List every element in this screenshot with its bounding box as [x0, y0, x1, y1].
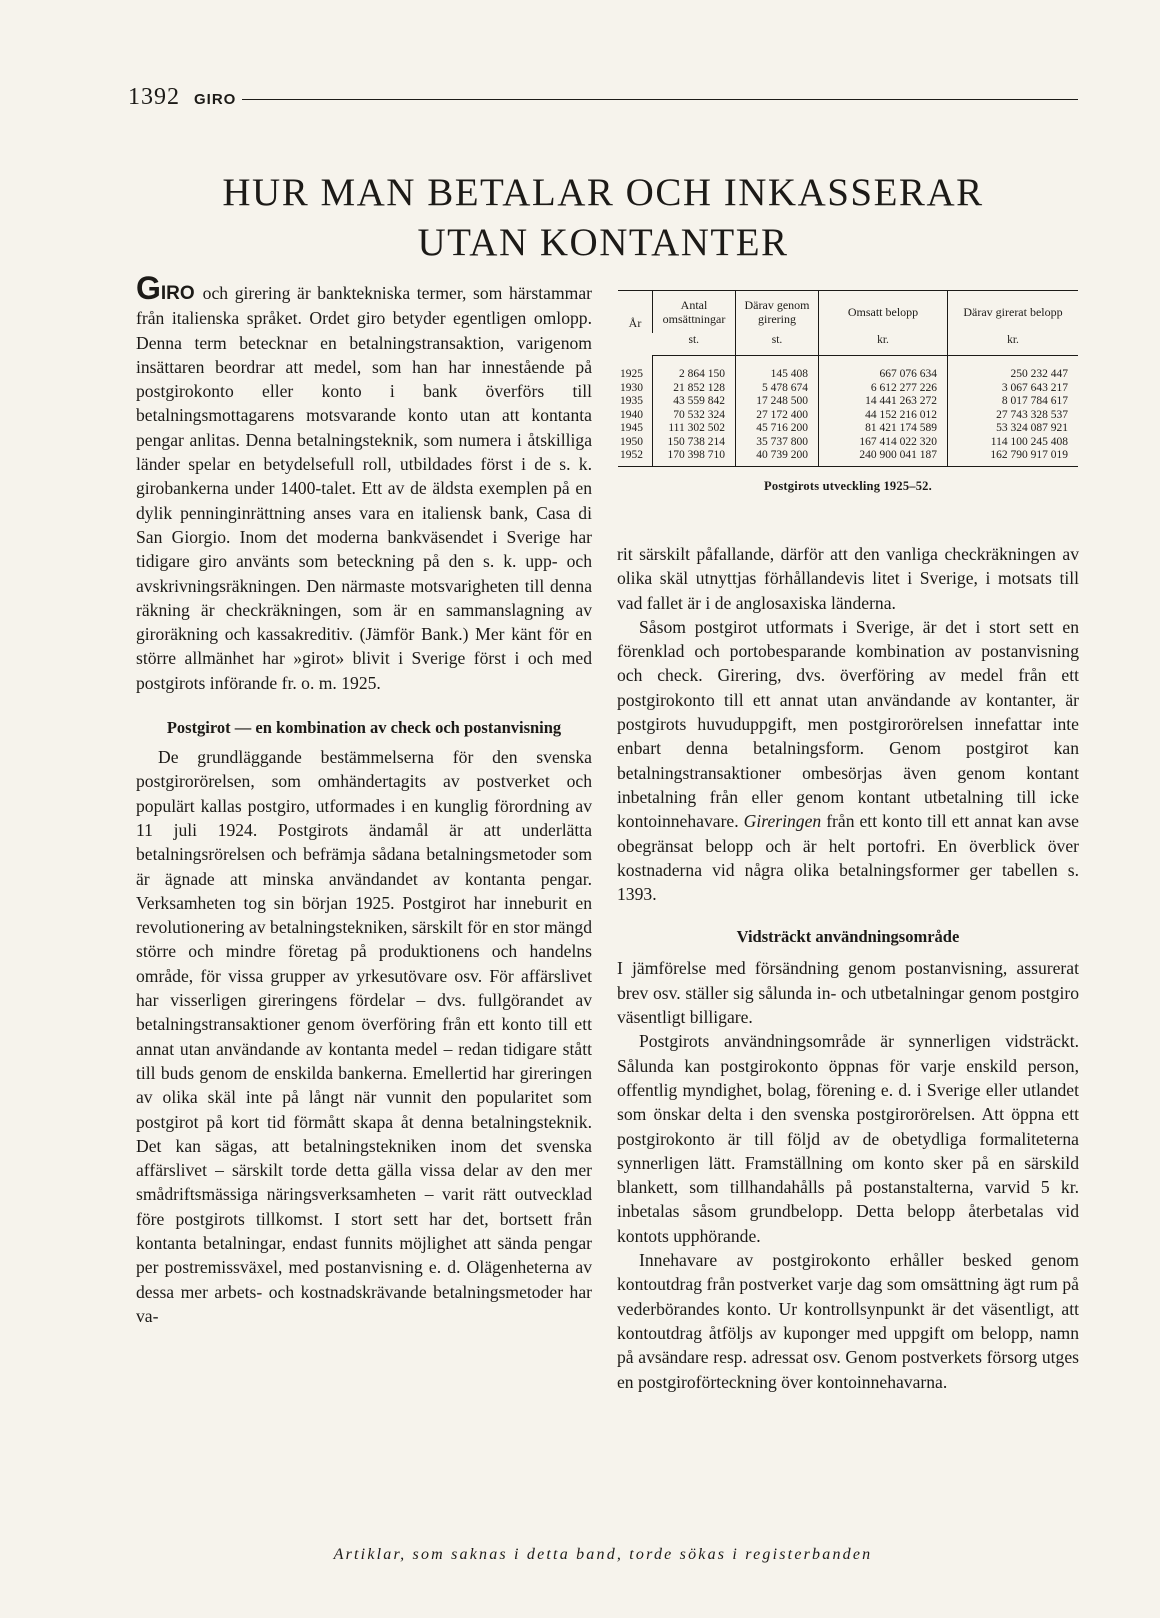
table-row	[618, 356, 1078, 382]
cell-transactions: 170 398 710	[653, 449, 736, 466]
cell-year: 1935	[620, 395, 643, 407]
cell-girerat: 27 743 328 537	[948, 409, 1079, 423]
cell-girerat: 250 232 447	[948, 356, 1079, 382]
cell-turnover: 6 612 277 226	[819, 382, 948, 396]
title-line-2: UTAN KONTANTER	[417, 221, 789, 264]
col-header-girerat: Därav girerat belopp	[948, 291, 1079, 334]
cell-girerat: 162 790 917 019	[948, 449, 1079, 466]
unit-transactions: st.	[653, 333, 736, 356]
page-header	[128, 84, 1078, 124]
section-heading-anvandning: Vidsträckt användningsområde	[736, 927, 960, 947]
intro-text: och girering är banktekniska termer, som härstammar från italienska språket. Ordet giro betyder egentligen omlopp. Denna term betecknar en betalningstransaktion, varigenom insättaren beordrar att medel, som han har innestående på postgirokonto eller konto i bank överförs till betalningsmottagarens motsvarande konto utan att kontanta pengar anlitas. Denna betalningsteknik, som numera i åtskilliga länder spelar en betydelsefull roll, utbildades först i de s. k. girobankerna under 1400-talet. Ett av de äldsta exemplen på en dylik penninginrättning anses vara en italiensk bank, Casa di San Giorgio. Inom det moderna bankväsendet i Sverige har tidigare giro använts som beteckning på den s. k. upp- och avskrivningsräkningen. Den närmaste motsvarigheten till denna räkning är checkräkningen, som är en sammanslagning av giroräkning och kassakreditiv. (Jämför Bank.) Mer känt för en större allmänhet har »girot» blivit i Sverige först i och med postgirots införande fr. o. m. 1925.	[136, 283, 592, 693]
cell-year: 1945	[620, 422, 643, 434]
cell-transactions: 150 738 214	[653, 436, 736, 450]
left-column	[136, 270, 592, 1328]
cell-turnover: 81 421 174 589	[819, 422, 948, 436]
footer-note: Artiklar, som saknas i detta band, torde sökas i registerbanden	[333, 1546, 873, 1563]
table-row	[618, 409, 1078, 423]
page-number: 1392	[128, 84, 180, 110]
cell-year: 1925	[620, 367, 643, 380]
cell-transactions: 70 532 324	[653, 409, 736, 423]
col-header-girering: Därav genom girering	[736, 291, 819, 334]
cell-year: 1930	[620, 381, 643, 394]
cell-girering: 35 737 800	[736, 436, 819, 450]
table-caption: Postgirots utveckling 1925–52.	[764, 478, 932, 493]
paragraph	[617, 615, 1079, 907]
paragraph: rit särskilt påfallande, därför att den vanliga checkräkningen av olika skäl utnyttjas förhållandevis litet i Sverige, i motsats till vad fallet är i de anglosaxiska länderna.	[617, 544, 1079, 613]
cell-year: 1950	[620, 435, 643, 448]
table-row	[618, 449, 1078, 466]
paragraph: Postgirots användningsområde är synnerligen vidsträckt. Sålunda kan postgirokonto öppnas för varje enskild person, offentlig myndighet, bolag, förening e. d. i Sverige eller utlandet som önskar delta i den svenska postgirorörelsen. Att öppna ett postgirokonto är till följd av de obetydliga formaliteterna synnerligen lätt. Framställning om konto sker på en särskild blankett, som tillhandahålls på postanstalterna, varvid 5 kr. inbetalas såsom grundbelopp. Detta belopp återbetalas vid kontots upphörande.	[617, 1031, 1079, 1246]
statistics-table	[618, 290, 1078, 494]
col-header-year: År	[628, 316, 642, 331]
cell-girering: 40 739 200	[736, 449, 819, 466]
paragraph-text: från ett konto till ett annat kan avse obegränsat belopp och är helt portofri. En överblick över kostnaderna vid några olika betalningsformer ger tabellen s. 1393.	[617, 811, 1079, 905]
cell-girering: 27 172 400	[736, 409, 819, 423]
italic-term: Gireringen	[743, 811, 822, 832]
cell-girerat: 53 324 087 921	[948, 422, 1079, 436]
paragraph: I jämförelse med försändning genom postanvisning, assurerat brev osv. ställer sig sålunda in- och utbetalningar genom postgiro väsentligt billigare.	[617, 958, 1079, 1028]
paragraph: De grundläggande bestämmelserna för den svenska postgirorörelsen, som omhändertagits av postverket och populärt kallas postgiro, utformades i en kunglig förordning av 11 juli 1924. Postgirots ändamål är att underlätta betalningsrörelsen och befrämja sådana betalningsmetoder som är ägnade att minska användandet av kontanta pengar. Verksamheten tog sin början 1925. Postgirot har inneburit en revolutionering av betalningstekniken, särskilt för en stor mängd större och mindre företag på produktionens och handelns område, för vissa grupper av yrkesutövare osv. För affärslivet har visserligen gireringens fördelar – dvs. fullgörandet av betalningstransaktioner genom överföring från ett konto till ett annat utan användande av kontanta medel – redan tidigare stått till buds genom de enskilda bankerna. Emellertid har gireringen av olika skäl inte på långt när vunnit den popularitet som postgirot på kort tid förmått skapa åt denna betalningsteknik. Det kan sägas, att betalningstekniken inom det svenska affärslivet – särskilt torde detta gälla vissa delar av den mer smådriftsmässiga näringsverksamheten – varit rätt outvecklad före postgirots tillkomst. I stort sett har det, bortsett från kontanta betalningar, endast funnits möjlighet att sända pengar per postremissväxel, med postanvisning e. d. Olägenheterna av dessa mer arbets- och kostnadskrävande betalningsmetoder har va-	[136, 747, 592, 1326]
cell-girering: 145 408	[736, 356, 819, 382]
cell-year: 1952	[620, 449, 643, 461]
table-row	[618, 395, 1078, 409]
cell-turnover: 14 441 263 272	[819, 395, 948, 409]
table-row	[618, 382, 1078, 396]
paragraph: Innehavare av postgirokonto erhåller besked genom kontoutdrag från postverket varje dag som omsättning ägt rum på vederbörandes konto. Ur kontrollsynpunkt är det väsentligt, att kontoutdrag åtföljs av kuponger med uppgift om belopp, namn på avsändare resp. adressat osv. Genom postverkets försorg utges en postgiroförteckning över kontoinnehavarna.	[617, 1250, 1079, 1392]
unit-turnover: kr.	[819, 333, 948, 356]
cell-girering: 17 248 500	[736, 395, 819, 409]
paragraph-text: Såsom postgirot utformats i Sverige, är det i stort sett en förenklad och portobesparande kombination av postanvisning och check. Girering, dvs. överföring av medel från ett postgirokonto till ett annat utan användande av kontanter, är postgirots huvuduppgift, men postgirorörelsen innefattar inte enbart denna betalningsform. Genom postgirot kan betalningstransaktioner ombesörjas även genom kontant inbetalning från eller genom kontant utbetalning till icke kontoinnehavare.	[617, 616, 1079, 832]
cell-turnover: 167 414 022 320	[819, 436, 948, 450]
cell-girerat: 8 017 784 617	[948, 395, 1079, 409]
unit-girerat: kr.	[948, 333, 1079, 356]
cell-turnover: 240 900 041 187	[819, 449, 948, 466]
cell-girering: 5 478 674	[736, 382, 819, 396]
col-header-turnover: Omsatt belopp	[819, 291, 948, 334]
article-title	[128, 168, 1078, 268]
cell-transactions: 43 559 842	[653, 395, 736, 409]
right-column	[617, 542, 1079, 1394]
cell-transactions: 111 302 502	[653, 422, 736, 436]
cell-girerat: 114 100 245 408	[948, 436, 1079, 450]
cell-transactions: 21 852 128	[653, 382, 736, 396]
col-header-transactions: Antal omsättningar	[653, 291, 736, 334]
unit-girering: st.	[736, 333, 819, 356]
table-row	[618, 422, 1078, 436]
header-rule	[242, 99, 1078, 100]
cell-transactions: 2 864 150	[653, 356, 736, 382]
cell-turnover: 44 152 216 012	[819, 409, 948, 423]
cell-girerat: 3 067 643 217	[948, 382, 1079, 396]
table-row	[618, 436, 1078, 450]
cell-year: 1940	[620, 408, 643, 421]
cell-girering: 45 716 200	[736, 422, 819, 436]
dropcap-letter: G	[136, 270, 161, 306]
dropcap-rest: IRO	[160, 283, 195, 304]
cell-turnover: 667 076 634	[819, 356, 948, 382]
dropcap-word	[136, 270, 203, 306]
running-title: GIRO	[194, 91, 237, 108]
title-line-1: HUR MAN BETALAR OCH INKASSERAR	[222, 171, 984, 214]
section-heading-postgirot: Postgirot — en kombination av check och postanvisning	[166, 718, 562, 738]
intro-paragraph	[136, 270, 592, 695]
